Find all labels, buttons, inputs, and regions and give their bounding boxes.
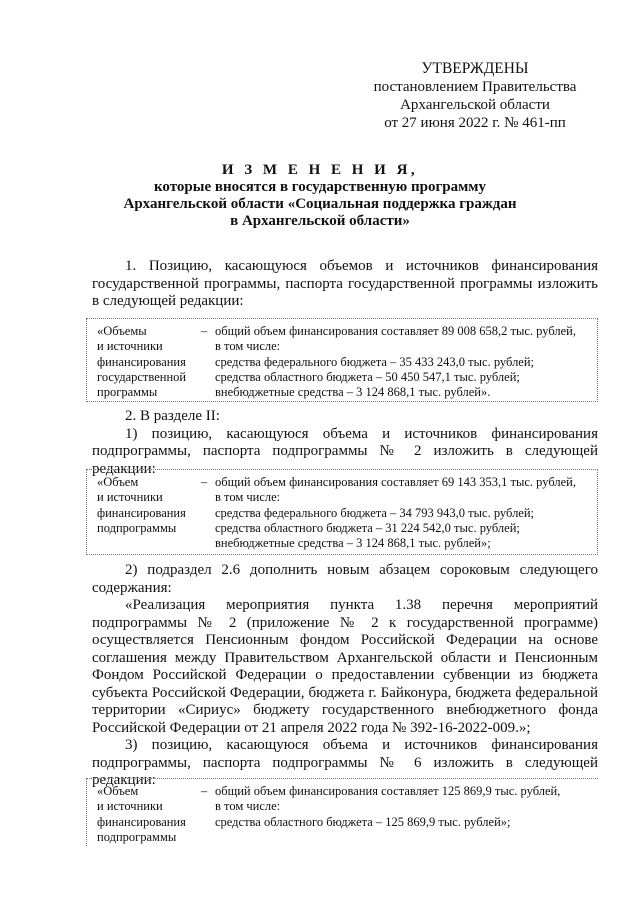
dash-separator: –: [201, 475, 208, 489]
text-line: подпрограммы, паспорта подпрограммы № 2 изложить в следующей редакции:: [92, 443, 598, 477]
table-program-financing: [86, 318, 598, 402]
quote-line: осуществляется Пенсионным фондом Российской Федерации на основе: [92, 632, 598, 648]
quote-line: Российской Федерации от 21 апреля 2022 года № 392-16-2022-009.»;: [92, 719, 531, 736]
document-title: [60, 162, 580, 230]
text-line: содержания:: [92, 579, 172, 596]
cell-line: финансирования: [97, 814, 186, 829]
cell-line: и источники: [97, 799, 163, 814]
cell-line: и источники: [97, 490, 163, 505]
text-line: государственной программы, паспорта государственной программы изложить: [92, 275, 598, 292]
cell-line: общий объем финансирования составляет 125 869,9 тыс. рублей,: [215, 784, 561, 798]
cell-line: финансирования: [97, 505, 186, 520]
approval-label: УТВЕРЖДЕНЫ: [421, 60, 529, 77]
text-line: 1) позицию, касающуюся объема и источников финансирования: [125, 425, 598, 442]
approval-block: [360, 60, 590, 132]
dash-separator: –: [201, 784, 208, 798]
cell-line: «Объем: [97, 784, 139, 798]
table-left-cell: [97, 475, 197, 536]
title-heading: И З М Е Н Е Н И Я,: [221, 162, 419, 178]
cell-line: средства областного бюджета – 50 450 547,1 тыс. рублей;: [215, 369, 520, 384]
cell-line: и источники: [97, 339, 163, 354]
table-left-cell: [97, 784, 197, 845]
approval-line: Архангельской области: [400, 97, 550, 113]
cell-line: подпрограммы: [97, 520, 177, 535]
quote-line: «Реализация мероприятия пункта 1.38 перечня мероприятий: [125, 597, 598, 613]
title-line: в Архангельской области»: [230, 213, 410, 229]
paragraph-section-2: [92, 408, 598, 478]
quote-line: субъекта Российской Федерации, бюджета г. Байконура, бюджета федеральной: [92, 684, 598, 701]
table-row: [87, 784, 598, 844]
cell-line: внебюджетные средства – 3 124 868,1 тыс. рублей».: [215, 385, 491, 400]
paragraph-section-1: [92, 258, 598, 311]
cell-line: «Объемы: [97, 324, 147, 338]
cell-line: общий объем финансирования составляет 89 008 658,2 тыс. рублей,: [215, 324, 576, 338]
title-line: Архангельской области «Социальная поддержка граждан: [123, 196, 517, 212]
approval-line: от 27 июня 2022 г. № 461-пп: [384, 115, 566, 131]
title-line: которые вносятся в государственную программу: [153, 179, 487, 195]
cell-line: финансирования: [97, 354, 186, 369]
table-subprogram-2-financing: [86, 469, 598, 555]
table-right-cell: [215, 475, 593, 551]
table-left-cell: [97, 324, 197, 400]
quote-line: подпрограммы № 2 (приложение № 2 к государственной программе): [92, 614, 598, 631]
quote-line: территории «Сириус» бюджету государственного внебюджетного фонда: [92, 702, 598, 718]
table-row: [87, 324, 597, 400]
quote-line: соглашения между Правительством Архангельской области и Пенсионным: [92, 649, 598, 666]
text-line: 2. В разделе II:: [125, 408, 220, 424]
cell-line: в том числе:: [215, 339, 281, 354]
approval-line: постановлением Правительства: [373, 79, 577, 95]
cell-line: внебюджетные средства – 3 124 868,1 тыс. рублей»;: [215, 536, 491, 551]
text-line: в следующей редакции:: [92, 293, 244, 309]
cell-line: программы: [97, 385, 158, 400]
cell-line: средства областного бюджета – 31 224 542,0 тыс. рублей;: [215, 520, 520, 535]
table-subprogram-6-financing: [86, 778, 598, 846]
table-right-cell: [215, 324, 593, 400]
cell-line: средства федерального бюджета – 34 793 943,0 тыс. рублей;: [215, 505, 535, 520]
table-right-cell: [215, 784, 593, 830]
dash-separator: –: [201, 324, 208, 338]
cell-line: в том числе:: [215, 490, 281, 505]
cell-line: средства федерального бюджета – 35 433 243,0 тыс. рублей;: [215, 354, 535, 369]
text-line: 1. Позицию, касающуюся объемов и источников финансирования: [125, 258, 598, 274]
cell-line: подпрограммы: [97, 829, 177, 844]
table-row: [87, 475, 597, 551]
cell-line: государственной: [97, 369, 187, 384]
text-line: подпрограммы, паспорта подпрограммы № 6 изложить в следующей редакции:: [92, 754, 598, 788]
cell-line: общий объем финансирования составляет 69 143 353,1 тыс. рублей,: [215, 475, 576, 489]
text-line: 2) подраздел 2.6 дополнить новым абзацем сороковым следующего: [125, 562, 598, 578]
cell-line: в том числе:: [215, 799, 281, 814]
paragraph-section-3: [92, 562, 598, 790]
cell-line: средства областного бюджета – 125 869,9 тыс. рублей»;: [215, 814, 511, 829]
text-line: 3) позицию, касающуюся объема и источников финансирования: [125, 737, 598, 753]
cell-line: «Объем: [97, 475, 139, 489]
quote-line: Фондом Российской Федерации о предоставлении субвенции из бюджета: [92, 667, 598, 683]
